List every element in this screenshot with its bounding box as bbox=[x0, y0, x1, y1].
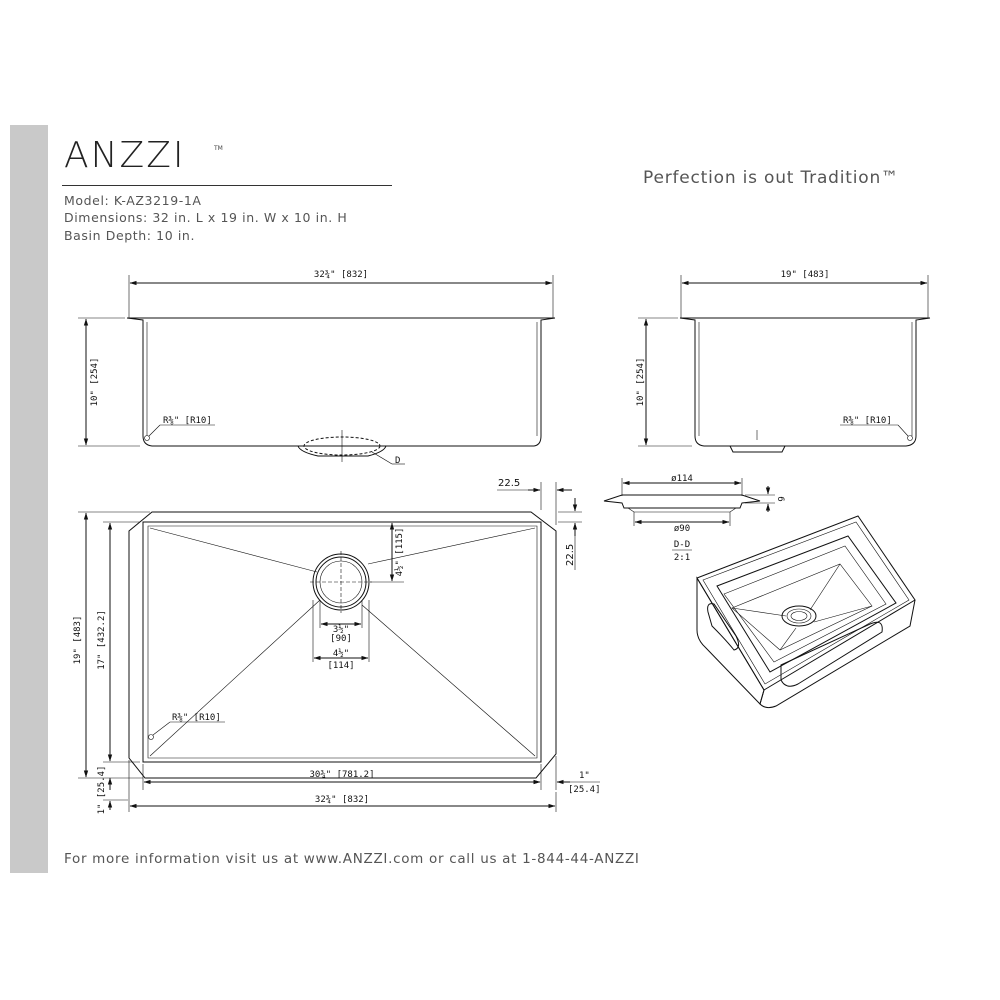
isometric-sink-illustration bbox=[697, 516, 915, 708]
top-radius-label: R⅜" [R10] bbox=[172, 713, 221, 723]
brand-logo: ANZZI bbox=[64, 135, 186, 176]
rim-left-label: 1" [25.4] bbox=[97, 765, 107, 815]
tagline: Perfection is out Tradition™ bbox=[643, 168, 899, 188]
side-height-label: 10" [254] bbox=[636, 357, 646, 407]
trademark-mark: TM bbox=[214, 145, 223, 152]
inner-height-label: 17" [432.2] bbox=[97, 610, 107, 670]
drain-outer-label: 4½" bbox=[332, 649, 350, 659]
model-text: Model: K-AZ3219-1A bbox=[64, 193, 202, 208]
dimensions-text: Dimensions: 32 in. L x 19 in. W x 10 in. H bbox=[64, 210, 348, 225]
drain-outer-mm: [114] bbox=[327, 661, 355, 671]
front-radius-label: R⅜" [R10] bbox=[163, 416, 212, 426]
detail-scale: 2:1 bbox=[673, 553, 691, 563]
outer-height-label: 19" [483] bbox=[73, 615, 83, 665]
corner-v-label: 22.5 bbox=[565, 543, 576, 566]
rim-right-label: 1" bbox=[579, 771, 590, 781]
inner-width-label: 30¾" [781.2] bbox=[309, 770, 375, 780]
drain-inner-label: 3½" bbox=[332, 625, 350, 635]
footer-contact: For more information visit us at www.ANZZI.com or call us at 1-844-44-ANZZI bbox=[64, 851, 640, 867]
front-height-label: 10" [254] bbox=[90, 357, 100, 407]
detail-outer-dia: ø114 bbox=[671, 474, 693, 484]
detail-title: D-D bbox=[673, 540, 691, 550]
drain-inner-mm: [90] bbox=[330, 634, 352, 644]
detail-callout-label: D bbox=[395, 456, 401, 466]
side-width-label: 19" [483] bbox=[780, 270, 830, 280]
basin-depth-text: Basin Depth: 10 in. bbox=[64, 228, 196, 243]
side-radius-label: R⅜" [R10] bbox=[843, 416, 892, 426]
detail-inner-dia: ø90 bbox=[673, 524, 691, 534]
drain-offset-label: 4½" [115] bbox=[395, 527, 405, 577]
detail-view bbox=[604, 474, 785, 563]
side-view bbox=[636, 270, 930, 452]
detail-depth: 6 bbox=[775, 496, 785, 502]
rim-right-mm: [25.4] bbox=[568, 785, 601, 795]
top-view bbox=[73, 478, 601, 814]
outer-width-label: 32¾" [832] bbox=[314, 795, 370, 805]
corner-h-label: 22.5 bbox=[498, 478, 521, 489]
front-view bbox=[78, 270, 555, 466]
front-width-label: 32¾" [832] bbox=[313, 270, 369, 280]
